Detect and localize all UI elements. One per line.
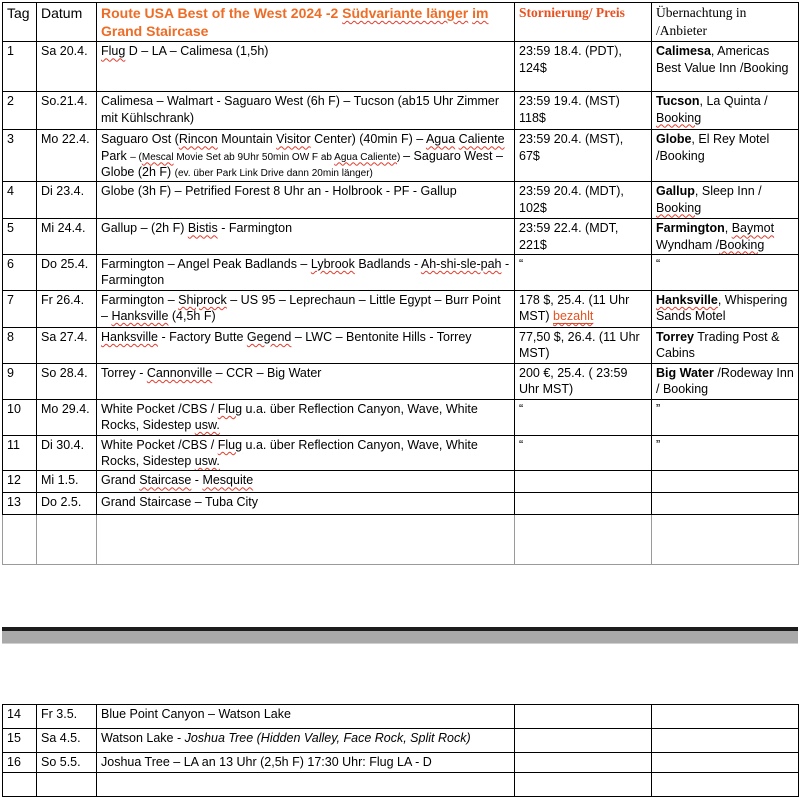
cell-accommodation: ”	[652, 399, 799, 435]
cell-date: So 28.4.	[37, 363, 97, 399]
table-row	[3, 92, 799, 130]
cell-day-number: 11	[3, 435, 37, 471]
cell-accommodation: ”	[652, 435, 799, 471]
cell-day-number: 5	[3, 219, 37, 255]
cell-empty	[37, 515, 97, 565]
cell-day-number: 13	[3, 493, 37, 515]
cell-empty	[515, 515, 652, 565]
header-day-number: Tag	[3, 3, 37, 42]
cell-cancellation-price: 23:59 18.4. (PDT), 124$	[515, 42, 652, 92]
cell-route: Grand Staircase - Mesquite	[97, 471, 515, 493]
cell-route: Watson Lake - Joshua Tree (Hidden Valley, Face Rock, Split Rock)	[97, 729, 515, 753]
cell-day-number: 1	[3, 42, 37, 92]
page-bottom-margin	[2, 565, 798, 627]
cell-accommodation: Big Water /Rodeway Inn / Booking	[652, 363, 799, 399]
cell-route: Globe (3h F) – Petrified Forest 8 Uhr an - Holbrook - PF - Gallup	[97, 182, 515, 219]
cell-route: Gallup – (2h F) Bistis - Farmington	[97, 219, 515, 255]
cell-date: Mi 1.5.	[37, 471, 97, 493]
cell-route: Farmington – Shiprock – US 95 – Leprechaun – Little Egypt – Burr Point – Hanksville (4,5h F)	[97, 290, 515, 327]
cell-cancellation-price: 77,50 $, 26.4. (11 Uhr MST)	[515, 327, 652, 363]
cell-route: Farmington – Angel Peak Badlands – Lybrook Badlands - Ah-shi-sle-pah - Farmington	[97, 254, 515, 290]
cell-cancellation-price: 200 €, 25.4. ( 23:59 Uhr MST)	[515, 363, 652, 399]
cell-cancellation-price: 23:59 22.4. (MDT, 221$	[515, 219, 652, 255]
itinerary-table-page-1	[2, 2, 799, 565]
cell-accommodation	[652, 729, 799, 753]
cell-accommodation: Farmington, Baymot Wyndham /Booking	[652, 219, 799, 255]
cell-date: So 5.5.	[37, 753, 97, 773]
cell-day-number: 7	[3, 290, 37, 327]
cell-cancellation-price: “	[515, 399, 652, 435]
table-row	[3, 290, 799, 327]
cell-date: Fr 3.5.	[37, 705, 97, 729]
cell-route: Hanksville - Factory Butte Gegend – LWC – Bentonite Hills - Torrey	[97, 327, 515, 363]
table-row	[3, 363, 799, 399]
cell-day-number: 3	[3, 130, 37, 182]
cell-accommodation: Torrey Trading Post & Cabins	[652, 327, 799, 363]
cell-route: Saguaro Ost (Rincon Mountain Visitor Center) (40min F) – Agua Caliente Park – (Mescal Movie Set ab 9Uhr 50min OW F ab Agua Caliente) – Saguaro West – Globe (2h F) (ev. über Park Link Drive dann 20min länger)	[97, 130, 515, 182]
cell-route: Joshua Tree – LA an 13 Uhr (2,5h F) 17:30 Uhr: Flug LA - D	[97, 753, 515, 773]
cell-cancellation-price	[515, 705, 652, 729]
table-row-clipped	[3, 773, 799, 797]
cell-route: Grand Staircase – Tuba City	[97, 493, 515, 515]
cell-date: Do 25.4.	[37, 254, 97, 290]
cell-empty	[97, 773, 515, 797]
cell-cancellation-price	[515, 753, 652, 773]
cell-day-number: 15	[3, 729, 37, 753]
cell-route: Calimesa – Walmart - Saguaro West (6h F) – Tucson (ab15 Uhr Zimmer mit Kühlschrank)	[97, 92, 515, 130]
page-break-gray-band	[2, 631, 798, 644]
cell-cancellation-price: 178 $, 25.4. (11 Uhr MST) bezahlt	[515, 290, 652, 327]
cell-date: So.21.4.	[37, 92, 97, 130]
cell-day-number: 6	[3, 254, 37, 290]
cell-date: Mi 24.4.	[37, 219, 97, 255]
cell-accommodation	[652, 493, 799, 515]
cell-empty	[37, 773, 97, 797]
cell-date: Di 23.4.	[37, 182, 97, 219]
table-row	[3, 705, 799, 729]
cell-accommodation: “	[652, 254, 799, 290]
cell-route: Flug D – LA – Calimesa (1,5h)	[97, 42, 515, 92]
header-row	[3, 3, 799, 42]
table-row	[3, 493, 799, 515]
cell-accommodation: Tucson, La Quinta / Booking	[652, 92, 799, 130]
cell-empty	[3, 515, 37, 565]
cell-cancellation-price: “	[515, 254, 652, 290]
cell-cancellation-price: 23:59 19.4. (MST) 118$	[515, 92, 652, 130]
cell-date: Do 2.5.	[37, 493, 97, 515]
cell-day-number: 2	[3, 92, 37, 130]
cell-day-number: 10	[3, 399, 37, 435]
table-row	[3, 435, 799, 471]
header-date: Datum	[37, 3, 97, 42]
table-row	[3, 219, 799, 255]
cell-empty	[3, 773, 37, 797]
cell-empty	[97, 515, 515, 565]
header-route-title: Route USA Best of the West 2024 -2 Südvariante länger im Grand Staircase	[97, 3, 515, 42]
cell-date: Mo 22.4.	[37, 130, 97, 182]
table-row	[3, 399, 799, 435]
header-cancellation-price: Stornierung/ Preis	[515, 3, 652, 42]
page-top-margin	[2, 644, 798, 704]
cell-empty	[515, 773, 652, 797]
cell-accommodation: Calimesa, Americas Best Value Inn /Booking	[652, 42, 799, 92]
cell-accommodation	[652, 705, 799, 729]
cell-date: Sa 4.5.	[37, 729, 97, 753]
cell-date: Sa 20.4.	[37, 42, 97, 92]
itinerary-table-page-2	[2, 704, 799, 797]
table-row	[3, 753, 799, 773]
cell-accommodation: Gallup, Sleep Inn / Booking	[652, 182, 799, 219]
table-row	[3, 327, 799, 363]
cell-day-number: 12	[3, 471, 37, 493]
cell-accommodation: Globe, El Rey Motel /Booking	[652, 130, 799, 182]
cell-day-number: 9	[3, 363, 37, 399]
table-row	[3, 42, 799, 92]
cell-route: White Pocket /CBS / Flug u.a. über Reflection Canyon, Wave, White Rocks, Sidestep usw.	[97, 435, 515, 471]
cell-cancellation-price: 23:59 20.4. (MDT), 102$	[515, 182, 652, 219]
cell-cancellation-price	[515, 493, 652, 515]
cell-empty	[652, 773, 799, 797]
cell-day-number: 8	[3, 327, 37, 363]
cell-day-number: 16	[3, 753, 37, 773]
page-break-separator	[2, 627, 798, 644]
cell-route: White Pocket /CBS / Flug u.a. über Reflection Canyon, Wave, White Rocks, Sidestep usw.	[97, 399, 515, 435]
cell-date: Sa 27.4.	[37, 327, 97, 363]
table-row	[3, 182, 799, 219]
cell-cancellation-price: 23:59 20.4. (MST), 67$	[515, 130, 652, 182]
cell-accommodation: Hanksville, Whispering Sands Motel	[652, 290, 799, 327]
cell-date: Fr 26.4.	[37, 290, 97, 327]
cell-accommodation	[652, 753, 799, 773]
cell-day-number: 14	[3, 705, 37, 729]
table-row	[3, 130, 799, 182]
cell-route: Blue Point Canyon – Watson Lake	[97, 705, 515, 729]
header-accommodation: Übernachtung in /Anbieter	[652, 3, 799, 42]
table-row-continuation	[3, 515, 799, 565]
cell-cancellation-price	[515, 471, 652, 493]
cell-route: Torrey - Cannonville – CCR – Big Water	[97, 363, 515, 399]
cell-accommodation	[652, 471, 799, 493]
cell-day-number: 4	[3, 182, 37, 219]
cell-date: Di 30.4.	[37, 435, 97, 471]
table-row	[3, 729, 799, 753]
cell-cancellation-price	[515, 729, 652, 753]
table-row	[3, 254, 799, 290]
cell-cancellation-price: “	[515, 435, 652, 471]
cell-date: Mo 29.4.	[37, 399, 97, 435]
table-row	[3, 471, 799, 493]
cell-empty	[652, 515, 799, 565]
